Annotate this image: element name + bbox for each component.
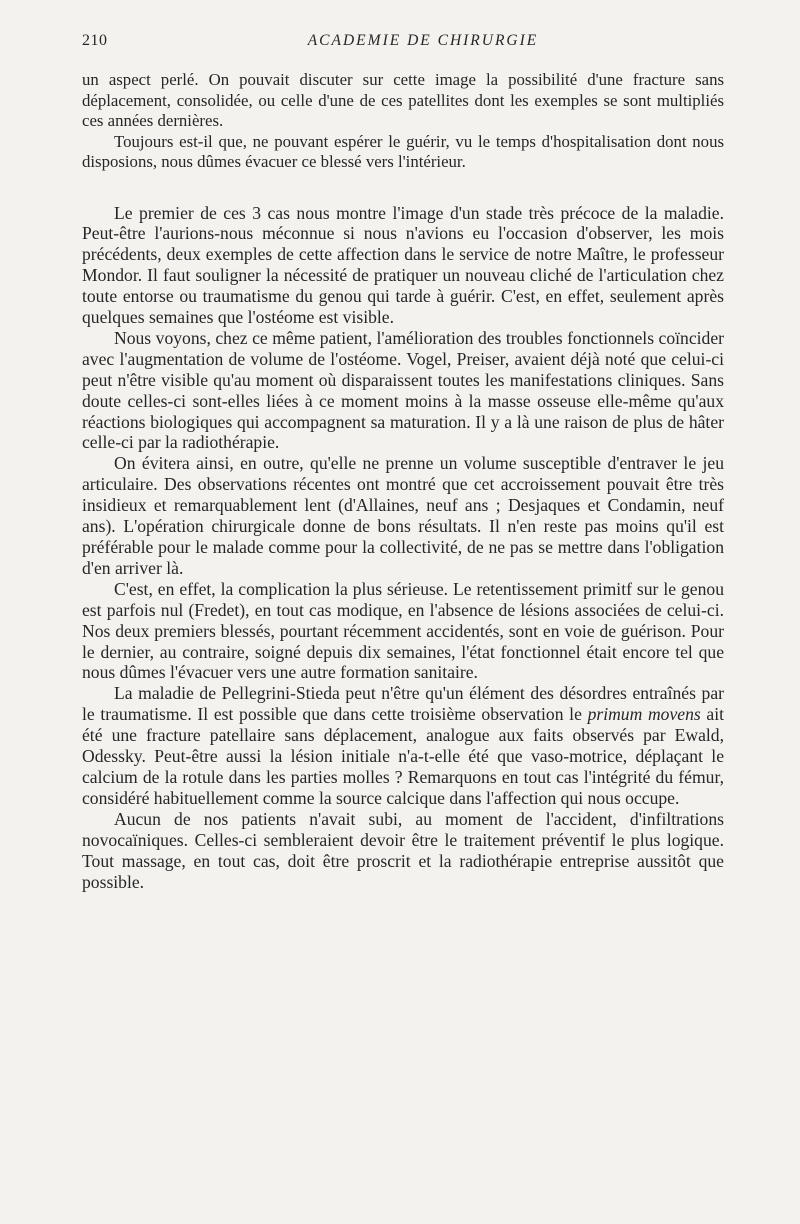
discussion-paragraph-1: Le premier de ces 3 cas nous montre l'image d'un stade très précoce de la maladie. Peut-être l'aurions-nous méconnue si nous n'avions eu l'occasion d'observer, les mois précédents, deux exemples de cette affection dans le service de notre Maître, le professeur Mondor. Il faut souligner la nécessité de pratiquer un nouveau cliché de l'articulation chez toute entorse ou traumatisme du genou qui tarde à guérir. C'est, en effet, seulement après quelques semaines que l'ostéome est visible. bbox=[82, 202, 724, 328]
discussion-paragraph-5-start: La maladie de Pellegrini-Stieda peut n'être qu'un élément des désordres entraînés par le traumatisme. Il est possible que dans cette troisième observation le bbox=[82, 683, 724, 725]
discussion-paragraph-6: Aucun de nos patients n'avait subi, au moment de l'accident, d'infiltrations novocaïniques. Celles-ci sembleraient devoir être le traitement préventif le plus logique. Tout massage, en tout cas, doit être proscrit et la radiothérapie entreprise aussitôt que possible. bbox=[82, 808, 724, 892]
page-number: 210 bbox=[82, 32, 108, 49]
discussion-paragraph-4: C'est, en effet, la complication la plus sérieuse. Le retentissement primitf sur le genou est parfois nul (Fredet), en tout cas modique, en l'absence de lésions associées de celui-ci. Nos deux premiers blessés, pourtant récemment accidentés, sont en voie de guérison. Pour le dernier, au contraire, soigné depuis dix semaines, l'état fonctionnel était encore tel que nous dûmes l'évacuer vers une autre formation sanitaire. bbox=[82, 578, 724, 683]
discussion-block bbox=[82, 203, 724, 893]
page bbox=[82, 30, 724, 892]
latin-term: primum movens bbox=[587, 704, 701, 725]
running-title: ACADEMIE DE CHIRURGIE bbox=[307, 32, 539, 49]
case-intro-paragraph-2: Toujours est-il que, ne pouvant espérer le guérir, vu le temps d'hospitalisation dont nous disposions, nous dûmes évacuer ce blessé vers l'intérieur. bbox=[82, 131, 724, 171]
discussion-paragraph-5 bbox=[82, 683, 724, 808]
case-intro-block bbox=[82, 70, 724, 173]
discussion-paragraph-2: Nous voyons, chez ce même patient, l'amélioration des troubles fonctionnels coïncider avec l'augmentation de volume de l'ostéome. Vogel, Preiser, avaient déjà noté que celui-ci peut n'être visible qu'au moment où disparaissent toutes les manifestations cliniques. Sans doute celles-ci sont-elles liées à ce moment moins à la masse osseuse elle-même qu'aux réactions biologiques qui accompagnent sa maturation. Il y a là une raison de plus de hâter celle-ci par la radiothérapie. bbox=[82, 327, 724, 453]
case-intro-paragraph-1: un aspect perlé. On pouvait discuter sur cette image la possibilité d'une fracture sans déplacement, consolidée, ou celle d'une de ces patellites dont les exemples se sont multipliés ces années dernières. bbox=[82, 70, 724, 130]
discussion-paragraph-5-end: ait été une fracture patellaire sans déplacement, analogue aux faits observés par Ewald, Odessky. Peut-être aussi la lésion initiale n'a-t-elle été que vaso-motrice, déplaçant le calcium de la rotule dans les parties molles ? Remarquons en tout cas l'intégrité du fémur, considéré habituellement comme la source calcique dans l'affection qui nous occupe. bbox=[82, 704, 725, 808]
section-gap bbox=[82, 173, 724, 203]
running-head bbox=[82, 30, 724, 54]
discussion-paragraph-3: On évitera ainsi, en outre, qu'elle ne prenne un volume susceptible d'entraver le jeu articulaire. Des observations récentes ont montré que cet accroissement pouvait être très insidieux et remarquablement lent (d'Allaines, neuf ans ; Desjaques et Condamin, neuf ans). L'opération chirurgicale donne de bons résultats. Il n'en reste pas moins qu'il est préférable pour le malade comme pour la collectivité, de ne pas se mettre dans l'obligation d'en arriver là. bbox=[82, 453, 724, 578]
